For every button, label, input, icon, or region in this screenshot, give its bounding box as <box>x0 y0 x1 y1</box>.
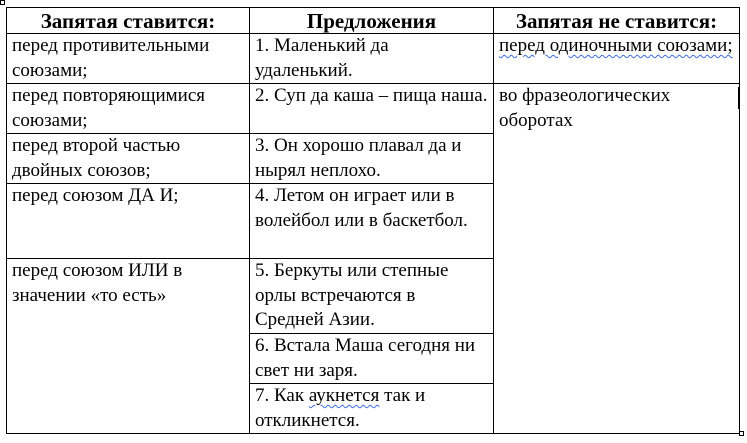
sentence-cell: 3. Он хорошо плавал да и нырял неплохо. <box>250 134 494 184</box>
sentence-cell: 6. Встала Маша сегодня ни свет ни заря. <box>250 334 494 384</box>
spellcheck-flagged-word[interactable]: аукнется <box>308 385 380 406</box>
table-row <box>7 84 740 134</box>
no-comma-rule-cell <box>494 34 740 84</box>
rule-cell: перед союзом ДА И; <box>7 184 250 259</box>
sentence-text-end: так и откликнется. <box>255 385 426 431</box>
text-cursor <box>738 87 740 109</box>
no-comma-rule-cell: во фразеологических оборотах <box>494 84 740 434</box>
header-row <box>7 8 740 34</box>
header-comma-placed: Запятая ставится: <box>7 8 250 34</box>
table-resize-handle[interactable] <box>739 431 744 436</box>
sentence-cell: 5. Беркуты или степные орлы встречаются в Средней Азии. <box>250 259 494 334</box>
header-comma-not-placed: Запятая не ставится: <box>494 8 740 34</box>
rule-cell: перед повторяющимися союзами; <box>7 84 250 134</box>
sentence-text-start: 7. Как <box>255 385 309 406</box>
no-comma-rule-text: перед одиночными союзами; <box>499 35 733 56</box>
rule-cell: перед союзом ИЛИ в значении «то есть» <box>7 259 250 434</box>
rule-cell: перед второй частью двойных союзов; <box>7 134 250 184</box>
table-move-handle[interactable] <box>0 0 5 5</box>
rule-cell: перед противительными союзами; <box>7 34 250 84</box>
sentence-cell <box>250 384 494 434</box>
sentence-cell: 1. Маленький да удаленький. <box>250 34 494 84</box>
header-sentences: Предложения <box>250 8 494 34</box>
comma-rules-table <box>6 7 740 434</box>
table-row <box>7 34 740 84</box>
sentence-cell: 4. Летом он играет или в волейбол или в баскетбол. <box>250 184 494 259</box>
sentence-cell: 2. Суп да каша – пища наша. <box>250 84 494 134</box>
